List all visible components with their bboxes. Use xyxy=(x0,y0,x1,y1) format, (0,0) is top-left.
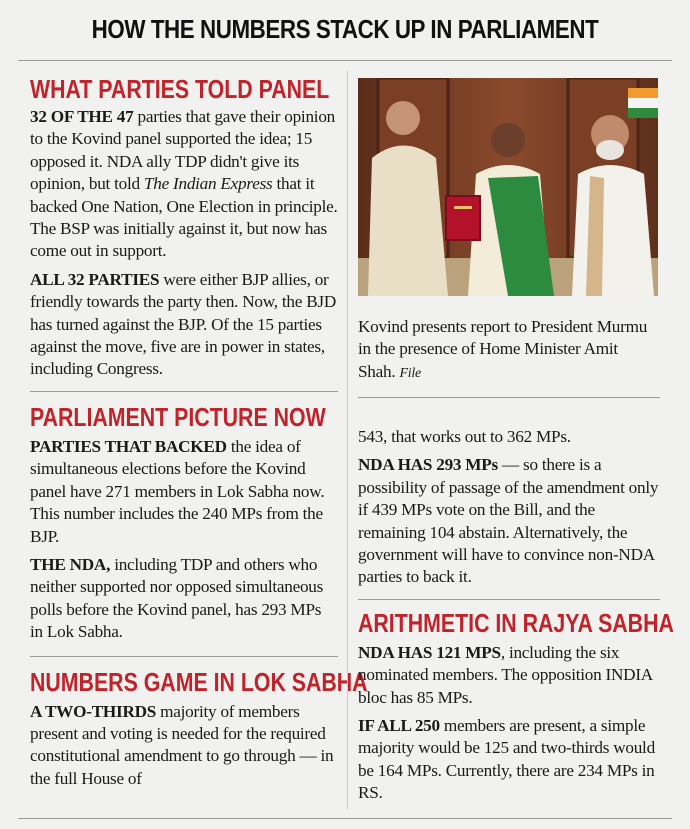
panel-p1-b: that it backed One Nation, One Election in principle. The BSP was initially against it, but now has come out in support. xyxy=(30,174,338,261)
parliament-p1-lead: PARTIES THAT BACKED xyxy=(30,436,227,456)
loksabha-p2-lead: NDA HAS 293 MPs xyxy=(358,455,498,475)
news-photo xyxy=(358,78,658,296)
page-title: HOW THE NUMBERS STACK UP IN PARLIAMENT xyxy=(91,14,599,44)
caption-credit: File xyxy=(399,365,422,381)
divider-2 xyxy=(30,656,338,657)
loksabha-paragraph-1 xyxy=(30,701,338,791)
panel-p1-a: parties that gave their opinion to the Kovind panel supported the idea; 15 opposed it. NDA ally TDP didn't give its opinion, but told xyxy=(30,107,336,194)
rajyasabha-paragraph-1 xyxy=(358,642,662,709)
parliament-p2-lead: THE NDA, xyxy=(30,554,111,574)
bottom-rule xyxy=(18,818,672,819)
rajyasabha-p1-text: , including the six nominated members. The opposition INDIA bloc has 85 MPs. xyxy=(358,642,653,707)
panel-paragraph-2 xyxy=(30,269,338,381)
panel-p1-lead: 32 OF THE 47 xyxy=(30,107,134,126)
loksabha-paragraph-1-cont: 543, that works out to 362 MPs. xyxy=(358,427,571,446)
panel-paragraph-1 xyxy=(30,106,338,263)
left-column xyxy=(30,74,368,796)
rajyasabha-p2-text: members are present, a simple majority would be 125 and two-thirds would be 164 MPs. Currently, there are 234 MPs in RS. xyxy=(358,716,655,803)
rajyasabha-p2-lead: IF ALL 250 xyxy=(358,716,440,736)
right-column xyxy=(358,426,674,811)
heading-what-parties: WHAT PARTIES TOLD PANEL xyxy=(30,74,330,104)
loksabha-paragraph-2 xyxy=(358,454,662,588)
parliament-p2-text: including TDP and others who neither supported nor opposed simultaneous polls before the Kovind panel, has 293 MPs in Lok Sabha. xyxy=(30,554,324,642)
parliament-paragraph-1 xyxy=(30,436,338,548)
divider-right-1 xyxy=(358,397,660,398)
column-divider xyxy=(347,70,348,810)
caption-text: Kovind presents report to President Murmu in the presence of Home Minister Amit Shah. xyxy=(358,317,648,381)
parliament-p1-text: the idea of simultaneous elections before the Kovind panel have 271 members in Lok Sabha now. This number includes the 240 MPs from the BJP. xyxy=(30,436,325,546)
divider-1 xyxy=(30,391,338,392)
loksabha-p1-lead: A TWO-THIRDS xyxy=(30,701,157,721)
panel-p2-lead: ALL 32 PARTIES xyxy=(30,269,160,289)
divider-right-2 xyxy=(358,599,660,600)
loksabha-p1-text: majority of members present and voting is needed for the required constitutional amendment to go through — in the full House of xyxy=(30,701,334,788)
loksabha-p2-text: — so there is a possibility of passage of the amendment only if 439 MPs vote on the Bill, and the remaining 104 abstain. Alternatively, the government will have to convince non-NDA parties to back it. xyxy=(358,455,659,587)
photo-illustration xyxy=(358,78,658,296)
rajyasabha-paragraph-2 xyxy=(358,715,662,805)
parliament-paragraph-2 xyxy=(30,554,338,644)
photo-caption xyxy=(358,316,658,391)
title-rule xyxy=(18,60,672,61)
heading-numbers-game: NUMBERS GAME IN LOK SABHA xyxy=(30,666,368,697)
caption-text-block xyxy=(358,316,658,385)
panel-p2-text: were either BJP allies, or friendly towards the party then. Now, the BJD has turned against the BJP. Of the 15 parties against the move, five are in power in states, including Congress. xyxy=(30,269,337,379)
panel-p1-italic: The Indian Express xyxy=(143,174,273,194)
rajyasabha-p1-lead: NDA HAS 121 MPS xyxy=(358,642,501,662)
heading-parliament-picture: PARLIAMENT PICTURE NOW xyxy=(30,401,326,432)
heading-arithmetic-rs: ARITHMETIC IN RAJYA SABHA xyxy=(358,607,674,638)
